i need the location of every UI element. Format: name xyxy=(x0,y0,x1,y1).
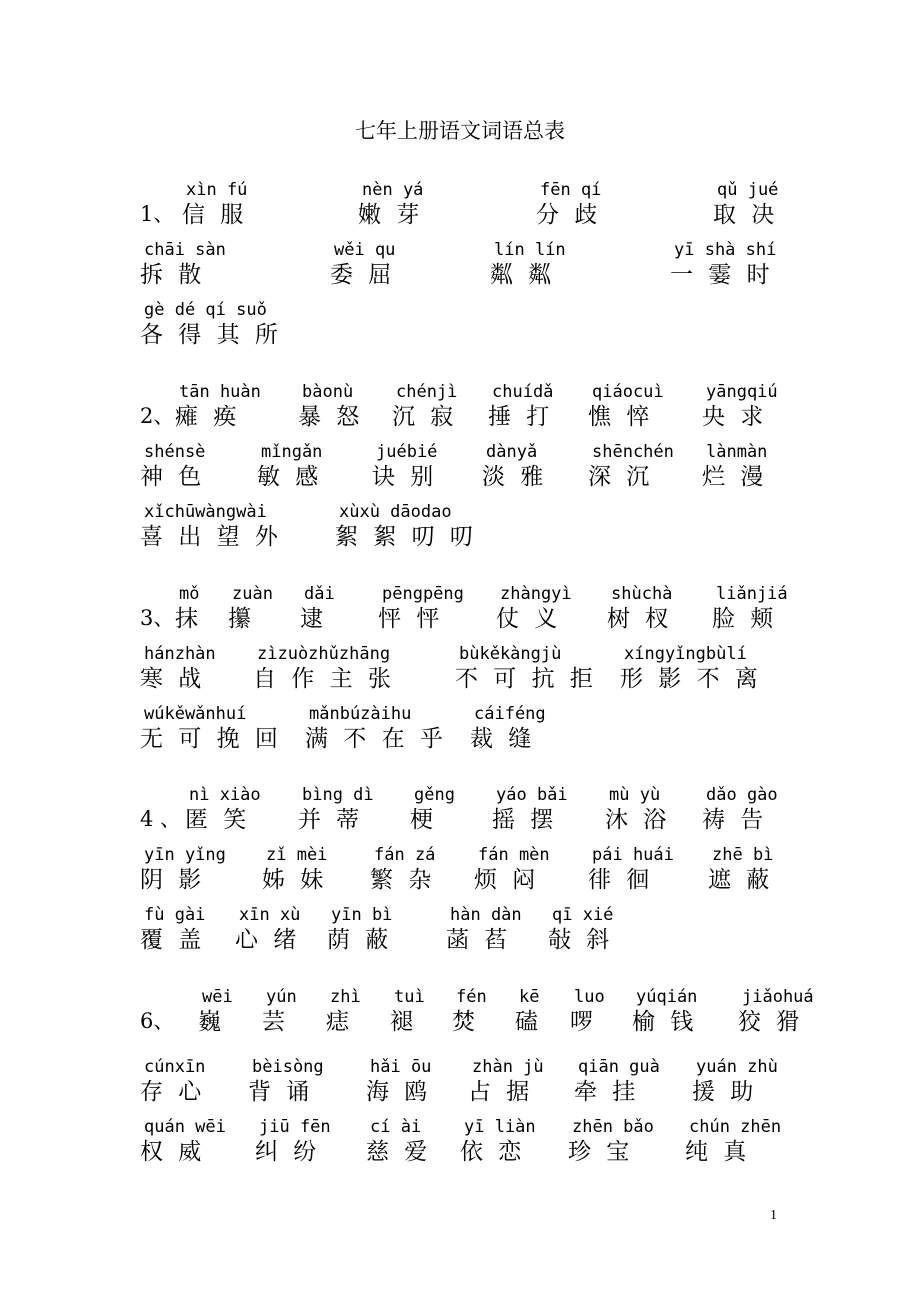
chinese-word: 姊 妹 xyxy=(262,867,328,893)
chinese-word: 脸 颊 xyxy=(712,606,778,632)
word-entry xyxy=(140,905,205,954)
pinyin: zhàngyì xyxy=(500,584,572,604)
pinyin: fán zá xyxy=(374,845,436,865)
pinyin: zìzuòzhǔzhāng xyxy=(257,644,391,664)
word-entry xyxy=(182,180,247,229)
word-entry xyxy=(410,785,455,834)
word-entry xyxy=(140,442,205,491)
pinyin: mǐngǎn xyxy=(261,442,323,462)
pinyin: wēi xyxy=(202,987,233,1007)
chinese-word: 裁 缝 xyxy=(470,726,536,752)
chinese-word: 褪 xyxy=(390,1009,417,1035)
word-entry xyxy=(326,987,361,1036)
pinyin: pái huái xyxy=(592,845,674,865)
chinese-word: 暴 怒 xyxy=(298,404,364,430)
pinyin: dànyǎ xyxy=(486,442,538,462)
word-entry xyxy=(536,180,601,229)
chinese-word: 榆 钱 xyxy=(632,1009,698,1035)
chinese-word: 逮 xyxy=(300,606,327,632)
word-entry xyxy=(305,704,447,753)
pinyin: yúqián xyxy=(636,987,698,1007)
word-entry xyxy=(605,785,670,834)
word-entry xyxy=(515,987,542,1036)
word-entry xyxy=(708,845,773,894)
pinyin: jiū fēn xyxy=(259,1117,331,1137)
pinyin: liǎnjiá xyxy=(716,584,788,604)
pinyin: hǎi ōu xyxy=(370,1057,432,1077)
chinese-word: 遮 蔽 xyxy=(708,867,774,893)
chinese-word: 并 蒂 xyxy=(298,807,364,833)
chinese-word: 喜 出 望 外 xyxy=(140,524,282,550)
chinese-word: 权 威 xyxy=(140,1139,206,1165)
word-entry xyxy=(712,584,788,633)
word-entry xyxy=(452,987,487,1036)
chinese-word: 摇 摆 xyxy=(492,807,558,833)
pinyin: yīn yǐng xyxy=(144,845,226,865)
word-entry xyxy=(460,1117,536,1166)
word-entry xyxy=(574,1057,660,1106)
chinese-word: 诀 别 xyxy=(372,464,438,490)
word-entry xyxy=(366,1117,431,1166)
word-entry xyxy=(370,845,435,894)
chinese-word: 芸 xyxy=(262,1009,289,1035)
chinese-word: 央 求 xyxy=(702,404,768,430)
pinyin: gěng xyxy=(414,785,455,805)
chinese-word: 背 诵 xyxy=(248,1079,314,1105)
pinyin: bùkěkàngjù xyxy=(459,644,562,664)
pinyin: wěi qu xyxy=(334,240,396,260)
chinese-word: 嫩 芽 xyxy=(358,202,424,228)
pinyin: mǎnbúzàihu xyxy=(309,704,412,724)
pinyin: zǐ mèi xyxy=(266,845,328,865)
pinyin: fén xyxy=(456,987,487,1007)
chinese-word: 存 心 xyxy=(140,1079,206,1105)
chinese-word: 信 服 xyxy=(182,202,248,228)
chinese-word: 匿 笑 xyxy=(185,807,251,833)
word-entry xyxy=(702,785,778,834)
chinese-word: 神 色 xyxy=(140,464,206,490)
word-entry xyxy=(570,987,605,1036)
pinyin: zuàn xyxy=(232,584,273,604)
pinyin: fù gài xyxy=(144,905,206,925)
chinese-word: 啰 xyxy=(570,1009,597,1035)
chinese-word: 捶 打 xyxy=(488,404,554,430)
chinese-word: 祷 告 xyxy=(702,807,768,833)
pinyin: zhē bì xyxy=(712,845,774,865)
pinyin: chún zhēn xyxy=(689,1117,782,1137)
word-entry xyxy=(140,704,282,753)
chinese-word: 取 决 xyxy=(713,202,779,228)
word-entry xyxy=(738,987,814,1036)
chinese-word: 依 恋 xyxy=(460,1139,526,1165)
word-entry xyxy=(488,382,553,431)
word-entry xyxy=(175,584,202,633)
chinese-word: 敧 斜 xyxy=(548,927,614,953)
pinyin: lànmàn xyxy=(706,442,768,462)
word-entry xyxy=(235,905,300,954)
pinyin: bèisòng xyxy=(252,1057,324,1077)
chinese-word: 海 鸥 xyxy=(366,1079,432,1105)
pinyin: qǔ jué xyxy=(717,180,779,200)
chinese-word: 拆 散 xyxy=(140,262,206,288)
pinyin: yī shà shí xyxy=(674,240,777,260)
word-entry xyxy=(713,180,778,229)
pinyin: yuán zhù xyxy=(696,1057,778,1077)
word-entry xyxy=(568,1117,654,1166)
pinyin: bìng dì xyxy=(302,785,374,805)
chinese-word: 沐 浴 xyxy=(605,807,671,833)
pinyin: kē xyxy=(519,987,540,1007)
section-number: 6、 xyxy=(140,1009,175,1033)
pinyin: hàn dàn xyxy=(450,905,522,925)
chinese-word: 荫 蔽 xyxy=(327,927,393,953)
chinese-word: 磕 xyxy=(515,1009,542,1035)
pinyin: xíngyǐngbùlí xyxy=(624,644,747,664)
pinyin: qiān guà xyxy=(578,1057,660,1077)
chinese-word: 心 绪 xyxy=(235,927,301,953)
word-entry xyxy=(692,1057,778,1106)
section-number: 1、 xyxy=(140,202,175,226)
pinyin: dǎo gào xyxy=(706,785,778,805)
pinyin: yāngqiú xyxy=(706,382,778,402)
pinyin: bàonù xyxy=(302,382,354,402)
chinese-word: 痣 xyxy=(326,1009,353,1035)
chinese-word: 敏 感 xyxy=(257,464,323,490)
chinese-word: 粼 粼 xyxy=(490,262,556,288)
word-entry xyxy=(140,845,226,894)
word-entry xyxy=(378,584,464,633)
word-entry xyxy=(228,584,273,633)
chinese-word: 狡 猾 xyxy=(738,1009,804,1035)
chinese-word: 委 屈 xyxy=(330,262,396,288)
pinyin: dǎi xyxy=(304,584,335,604)
pinyin: zhàn jù xyxy=(472,1057,544,1077)
chinese-word: 攥 xyxy=(228,606,255,632)
pinyin: mù yù xyxy=(609,785,661,805)
word-entry xyxy=(607,584,672,633)
pinyin: jiǎohuá xyxy=(742,987,814,1007)
chinese-word: 憔 悴 xyxy=(588,404,654,430)
pinyin: lín lín xyxy=(494,240,566,260)
chinese-word: 沉 寂 xyxy=(392,404,458,430)
word-entry xyxy=(588,442,674,491)
word-entry xyxy=(468,1057,544,1106)
word-entry xyxy=(492,785,568,834)
pinyin: juébié xyxy=(376,442,438,462)
chinese-word: 分 歧 xyxy=(536,202,602,228)
word-entry xyxy=(140,1117,226,1166)
word-entry xyxy=(140,502,282,551)
pinyin: cáiféng xyxy=(474,704,546,724)
pinyin: xǐchūwàngwài xyxy=(144,502,267,522)
pinyin: yī liàn xyxy=(464,1117,536,1137)
chinese-word: 抹 xyxy=(175,606,202,632)
pinyin: zhēn bǎo xyxy=(572,1117,654,1137)
word-entry xyxy=(392,382,457,431)
word-entry xyxy=(140,644,216,693)
word-entry xyxy=(702,382,778,431)
page-title: 七年上册语文词语总表 xyxy=(355,119,565,143)
word-entry xyxy=(298,785,374,834)
section-number: 3、 xyxy=(140,606,175,630)
chinese-word: 梗 xyxy=(410,807,437,833)
pinyin: cí ài xyxy=(370,1117,422,1137)
word-entry xyxy=(255,1117,331,1166)
pinyin: chénjì xyxy=(396,382,458,402)
word-entry xyxy=(253,644,395,693)
word-entry xyxy=(140,1057,205,1106)
word-entry xyxy=(248,1057,324,1106)
word-entry xyxy=(300,584,335,633)
chinese-word: 无 可 挽 回 xyxy=(140,726,282,752)
word-entry xyxy=(327,905,392,954)
chinese-word: 絮 絮 叨 叨 xyxy=(335,524,477,550)
pinyin: tān huàn xyxy=(179,382,261,402)
page-number: 1 xyxy=(770,1208,777,1223)
chinese-word: 烂 漫 xyxy=(702,464,768,490)
chinese-word: 牵 挂 xyxy=(574,1079,640,1105)
chinese-word: 一 霎 时 xyxy=(670,262,774,288)
word-entry xyxy=(262,845,327,894)
chinese-word: 树 杈 xyxy=(607,606,673,632)
chinese-word: 援 助 xyxy=(692,1079,758,1105)
word-entry xyxy=(262,987,297,1036)
word-entry xyxy=(702,442,767,491)
pinyin: luo xyxy=(574,987,605,1007)
word-entry xyxy=(372,442,437,491)
word-entry xyxy=(482,442,547,491)
section-number: 4 、 xyxy=(140,807,182,831)
section-number: 2、 xyxy=(140,404,175,428)
chinese-word: 自 作 主 张 xyxy=(253,666,395,692)
pinyin: xùxù dāodao xyxy=(339,502,452,522)
word-entry xyxy=(198,987,233,1036)
word-entry xyxy=(330,240,395,289)
pinyin: fēn qí xyxy=(540,180,602,200)
pinyin: qiáocuì xyxy=(592,382,664,402)
word-entry xyxy=(470,704,546,753)
chinese-word: 仗 义 xyxy=(496,606,562,632)
word-entry xyxy=(358,180,423,229)
pinyin: hánzhàn xyxy=(144,644,216,664)
pinyin: nèn yá xyxy=(362,180,424,200)
pinyin: nì xiào xyxy=(189,785,261,805)
word-entry xyxy=(366,1057,431,1106)
word-entry xyxy=(685,1117,781,1166)
word-entry xyxy=(474,845,550,894)
pinyin: shùchà xyxy=(611,584,673,604)
pinyin: shēnchén xyxy=(592,442,674,462)
chinese-word: 纠 纷 xyxy=(255,1139,321,1165)
word-entry xyxy=(446,905,522,954)
word-entry xyxy=(185,785,261,834)
chinese-word: 阴 影 xyxy=(140,867,206,893)
chinese-word: 烦 闷 xyxy=(474,867,540,893)
chinese-word: 繁 杂 xyxy=(370,867,436,893)
word-entry xyxy=(588,845,674,894)
pinyin: qī xié xyxy=(552,905,614,925)
pinyin: gè dé qí suǒ xyxy=(144,300,267,320)
word-entry xyxy=(548,905,613,954)
pinyin: yún xyxy=(266,987,297,1007)
chinese-word: 怦 怦 xyxy=(378,606,444,632)
chinese-word: 珍 宝 xyxy=(568,1139,634,1165)
pinyin: chuídǎ xyxy=(492,382,554,402)
pinyin: yīn bì xyxy=(331,905,393,925)
chinese-word: 不 可 抗 拒 xyxy=(455,666,597,692)
word-entry xyxy=(390,987,425,1036)
word-entry xyxy=(140,300,282,349)
pinyin: quán wēi xyxy=(144,1117,226,1137)
word-entry xyxy=(175,382,261,431)
chinese-word: 纯 真 xyxy=(685,1139,751,1165)
word-entry xyxy=(298,382,363,431)
pinyin: chāi sàn xyxy=(144,240,226,260)
word-entry xyxy=(335,502,477,551)
pinyin: shénsè xyxy=(144,442,206,462)
chinese-word: 巍 xyxy=(198,1009,225,1035)
word-entry xyxy=(490,240,566,289)
word-entry xyxy=(496,584,572,633)
chinese-word: 深 沉 xyxy=(588,464,654,490)
pinyin: xīn xù xyxy=(239,905,301,925)
pinyin: fán mèn xyxy=(478,845,550,865)
pinyin: tuì xyxy=(394,987,425,1007)
chinese-word: 菡 萏 xyxy=(446,927,512,953)
chinese-word: 寒 战 xyxy=(140,666,206,692)
chinese-word: 徘 徊 xyxy=(588,867,654,893)
pinyin: cúnxīn xyxy=(144,1057,206,1077)
word-entry xyxy=(670,240,776,289)
chinese-word: 瘫 痪 xyxy=(175,404,241,430)
word-entry xyxy=(588,382,664,431)
chinese-word: 满 不 在 乎 xyxy=(305,726,447,752)
chinese-word: 淡 雅 xyxy=(482,464,548,490)
pinyin: mǒ xyxy=(179,584,200,604)
pinyin: wúkěwǎnhuí xyxy=(144,704,247,724)
chinese-word: 慈 爱 xyxy=(366,1139,432,1165)
word-entry xyxy=(632,987,697,1036)
chinese-word: 覆 盖 xyxy=(140,927,206,953)
word-entry xyxy=(257,442,322,491)
pinyin: xìn fú xyxy=(186,180,248,200)
chinese-word: 各 得 其 所 xyxy=(140,322,282,348)
pinyin: zhì xyxy=(330,987,361,1007)
chinese-word: 占 据 xyxy=(468,1079,534,1105)
chinese-word: 形 影 不 离 xyxy=(620,666,762,692)
word-entry xyxy=(140,240,226,289)
pinyin: pēngpēng xyxy=(382,584,464,604)
pinyin: yáo bǎi xyxy=(496,785,568,805)
word-entry xyxy=(455,644,597,693)
word-entry xyxy=(620,644,762,693)
chinese-word: 焚 xyxy=(452,1009,479,1035)
